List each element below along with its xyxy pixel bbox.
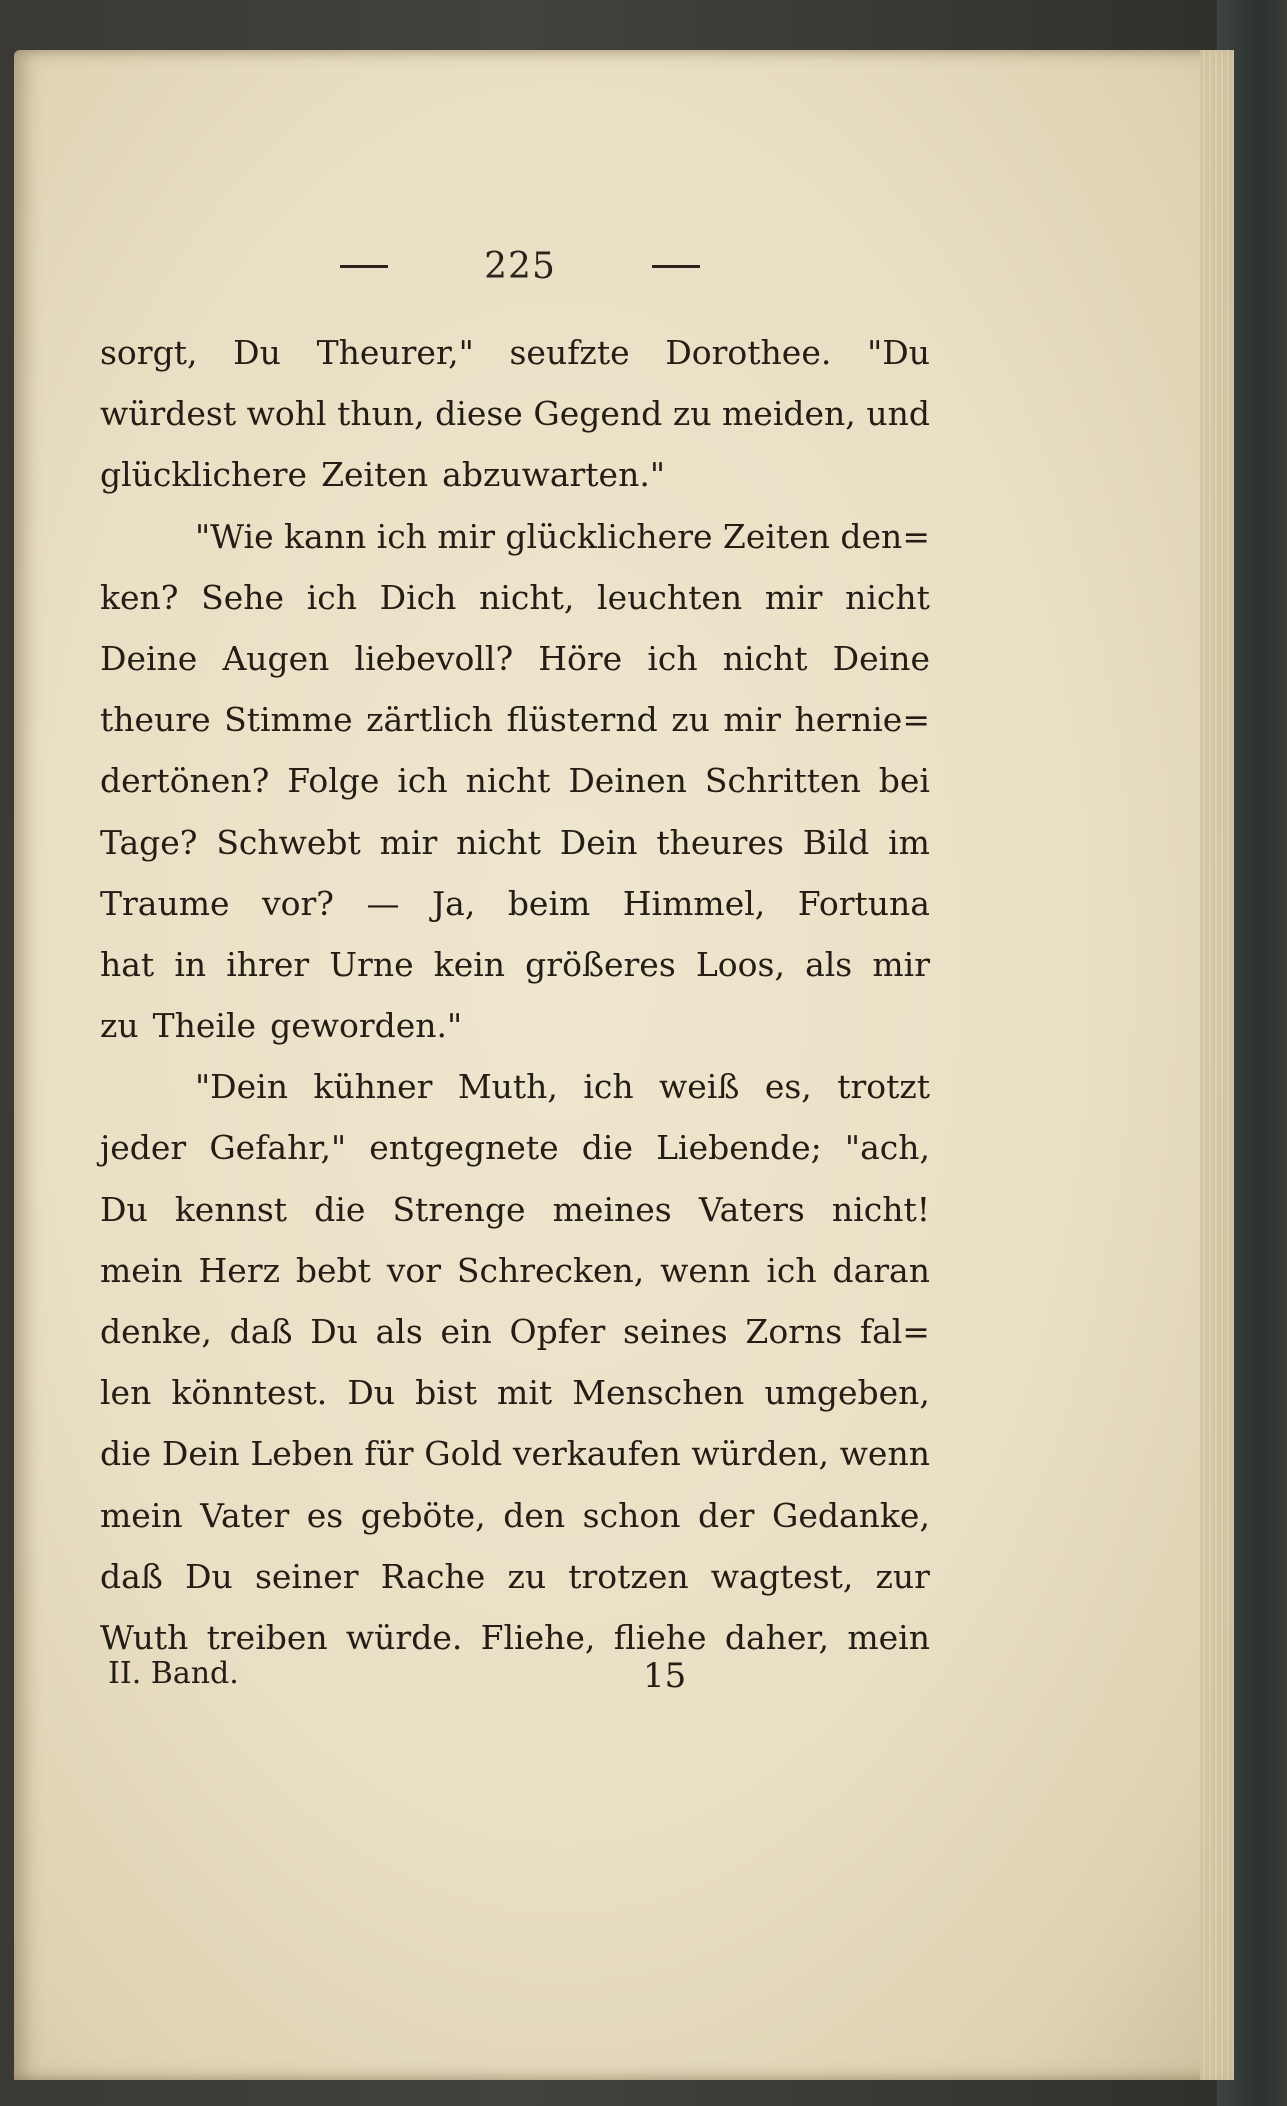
- word: für: [364, 1434, 414, 1474]
- word: mit: [497, 1373, 553, 1413]
- word: verkaufen: [512, 1434, 681, 1474]
- word: nicht: [845, 577, 930, 617]
- text-line: [100, 1117, 930, 1178]
- text-line: [100, 628, 930, 689]
- word: vor: [386, 1250, 442, 1290]
- word: mein: [847, 1617, 930, 1657]
- word: zur: [875, 1556, 930, 1596]
- word: nicht!: [831, 1189, 930, 1229]
- word: hat: [100, 944, 155, 984]
- word: Traume: [100, 883, 230, 923]
- word: Gefahr,": [209, 1128, 347, 1168]
- word: es,: [764, 1067, 812, 1107]
- word: Deine: [832, 638, 930, 678]
- word: zu: [100, 1006, 139, 1046]
- word: ich: [376, 516, 427, 556]
- word: Bild: [802, 822, 870, 862]
- word: Schritten: [704, 761, 861, 801]
- word: mir: [764, 577, 823, 617]
- word: wenn: [839, 1434, 930, 1474]
- sheet-signature: 15: [643, 1656, 687, 1696]
- word: Leben: [250, 1434, 354, 1474]
- word: die: [314, 1189, 366, 1229]
- word: Fortuna: [797, 883, 930, 923]
- word: Gold: [424, 1434, 503, 1474]
- word: jeder: [100, 1128, 187, 1168]
- text-line: [100, 506, 930, 567]
- text-line: [100, 873, 930, 934]
- volume-signature: II. Band.: [108, 1656, 239, 1691]
- word: zärtlich: [366, 700, 494, 740]
- word: den=: [840, 516, 930, 556]
- word: könntest.: [171, 1373, 328, 1413]
- word: Stimme: [224, 700, 353, 740]
- word: meines: [552, 1189, 672, 1229]
- word: "ach,: [844, 1128, 930, 1168]
- word: bei: [878, 761, 930, 801]
- page-footer: [108, 1656, 728, 1706]
- word: ich: [647, 638, 698, 678]
- word: daß: [100, 1556, 163, 1596]
- word: diese: [435, 394, 523, 434]
- text-line: [100, 689, 930, 750]
- word: Menschen: [572, 1373, 745, 1413]
- word: nicht: [722, 638, 808, 678]
- word: es: [306, 1495, 344, 1535]
- word: ein: [440, 1312, 492, 1351]
- word: glücklichere: [100, 455, 308, 495]
- text-line: [100, 812, 930, 873]
- word: Opfer: [509, 1312, 606, 1351]
- word: Dein: [559, 822, 638, 862]
- word: liebevoll?: [354, 638, 514, 678]
- word: Dich: [379, 577, 457, 617]
- word: Rache: [380, 1556, 486, 1596]
- word: "Du: [867, 333, 930, 372]
- word: kennst: [174, 1189, 288, 1229]
- word: Zeiten: [321, 455, 429, 495]
- word: Zorns: [745, 1312, 843, 1351]
- word: Du: [310, 1312, 358, 1351]
- word: Loos,: [695, 944, 785, 984]
- word: nicht: [465, 761, 551, 801]
- word: thun,: [337, 394, 425, 434]
- word: treiben: [206, 1617, 328, 1657]
- word: mir: [723, 700, 781, 740]
- word: sorgt,: [100, 333, 198, 372]
- text-line: [100, 934, 930, 995]
- word: beim: [507, 883, 591, 923]
- word: wenn: [660, 1250, 751, 1290]
- word: leuchten: [597, 577, 743, 617]
- word: wagtest,: [710, 1556, 854, 1596]
- word: geworden.": [270, 1006, 463, 1046]
- word: und: [866, 394, 930, 434]
- head-dash-right: [652, 265, 700, 268]
- word: ich: [583, 1067, 634, 1107]
- word: umgeben,: [764, 1373, 930, 1413]
- word: Fliehe,: [480, 1617, 596, 1657]
- word: theures: [656, 822, 784, 862]
- word: mein: [100, 1250, 183, 1290]
- text-line: [100, 322, 930, 383]
- word: Schrecken,: [456, 1250, 645, 1290]
- word: als: [805, 944, 853, 984]
- word: Du: [233, 333, 281, 372]
- word: daran: [832, 1250, 930, 1290]
- running-head: [340, 236, 700, 296]
- word: nicht,: [479, 577, 575, 617]
- word: würdest: [100, 394, 237, 434]
- word: abzuwarten.": [442, 455, 666, 495]
- word: Augen: [222, 638, 330, 678]
- body-text: [100, 322, 930, 1668]
- text-line: [100, 995, 930, 1056]
- word: größeres: [525, 944, 676, 984]
- word: der: [698, 1495, 755, 1535]
- word: Deine: [100, 638, 198, 678]
- word: ich: [766, 1250, 817, 1290]
- word: flüsternd: [506, 700, 658, 740]
- word: zu: [672, 394, 712, 434]
- word: Höre: [538, 638, 623, 678]
- word: Strenge: [392, 1189, 526, 1229]
- page-number: 225: [484, 245, 556, 287]
- word: Theurer,": [316, 333, 474, 372]
- word: bebt: [295, 1250, 371, 1290]
- word: ich: [397, 761, 448, 801]
- word: Wuth: [100, 1617, 189, 1657]
- word: Sehe: [201, 577, 285, 617]
- word: bist: [415, 1373, 477, 1413]
- word: mein: [100, 1495, 183, 1535]
- word: die: [581, 1128, 634, 1168]
- text-line: [100, 1179, 930, 1240]
- text-line: [100, 444, 930, 505]
- word: Du: [347, 1373, 396, 1413]
- word: im: [888, 822, 930, 862]
- word: entgegnete: [369, 1128, 559, 1168]
- text-line: [100, 750, 930, 811]
- word: len: [100, 1373, 152, 1413]
- word: als: [375, 1312, 423, 1351]
- word: Liebende;: [656, 1128, 822, 1168]
- word: zu: [671, 700, 710, 740]
- word: Dorothee.: [665, 333, 832, 372]
- word: kann: [284, 516, 367, 556]
- word: Dein: [161, 1434, 240, 1474]
- text-line: [100, 1240, 930, 1301]
- word: glücklichere: [505, 516, 713, 556]
- word: Zeiten: [722, 516, 830, 556]
- word: kein: [433, 944, 506, 984]
- word: Vaters: [698, 1189, 805, 1229]
- word: geböte,: [360, 1495, 486, 1535]
- word: vor?: [262, 883, 334, 923]
- word: Himmel,: [622, 883, 766, 923]
- word: schon: [582, 1495, 681, 1535]
- word: Tage?: [100, 822, 198, 862]
- word: Deinen: [568, 761, 687, 801]
- word: mir: [872, 944, 930, 984]
- head-dash-left: [340, 265, 388, 268]
- text-line: [100, 1546, 930, 1607]
- word: kühner: [313, 1067, 433, 1107]
- word: "Wie: [195, 516, 274, 556]
- word: seufzte: [509, 333, 630, 372]
- word: ken?: [100, 577, 179, 617]
- word: meiden,: [722, 394, 856, 434]
- text-line: [100, 383, 930, 444]
- word: daher,: [724, 1617, 830, 1657]
- word: Schwebt: [216, 822, 361, 862]
- word: theure: [100, 700, 211, 740]
- word: seiner: [254, 1556, 359, 1596]
- text-line: [100, 567, 930, 628]
- text-line: [100, 1301, 930, 1362]
- word: trotzen: [568, 1556, 689, 1596]
- word: den: [503, 1495, 566, 1535]
- word: ihrer: [226, 944, 310, 984]
- word: Du: [100, 1189, 148, 1229]
- page-edges: [1200, 50, 1234, 2080]
- word: —: [366, 883, 400, 923]
- word: in: [174, 944, 207, 984]
- text-line: [100, 1485, 930, 1546]
- word: denke,: [100, 1312, 212, 1351]
- text-line: [100, 1056, 930, 1117]
- word: Folge: [287, 761, 380, 801]
- word: Urne: [329, 944, 414, 984]
- text-line: [100, 1423, 930, 1484]
- word: "Dein: [195, 1067, 288, 1107]
- word: daß: [229, 1312, 293, 1351]
- word: nicht: [456, 822, 541, 862]
- text-line: [100, 1362, 930, 1423]
- word: wohl: [246, 394, 327, 434]
- word: Gegend: [533, 394, 663, 434]
- word: weiß: [659, 1067, 740, 1107]
- word: ich: [306, 577, 358, 617]
- word: fliehe: [613, 1617, 707, 1657]
- word: mir: [379, 822, 438, 862]
- word: zu: [507, 1556, 547, 1596]
- word: würden,: [691, 1434, 830, 1474]
- word: die: [100, 1434, 152, 1474]
- word: Gedanke,: [771, 1495, 930, 1535]
- word: Du: [185, 1556, 233, 1596]
- word: würde.: [345, 1617, 463, 1657]
- word: trotzt: [837, 1067, 930, 1107]
- word: Muth,: [457, 1067, 558, 1107]
- word: hernie=: [794, 700, 930, 740]
- word: Vater: [200, 1495, 290, 1535]
- word: mir: [437, 516, 495, 556]
- word: Ja,: [431, 883, 476, 923]
- word: Herz: [198, 1250, 280, 1290]
- word: fal=: [859, 1312, 930, 1351]
- word: Theile: [152, 1006, 257, 1046]
- word: seines: [622, 1312, 728, 1351]
- word: dertönen?: [100, 761, 270, 801]
